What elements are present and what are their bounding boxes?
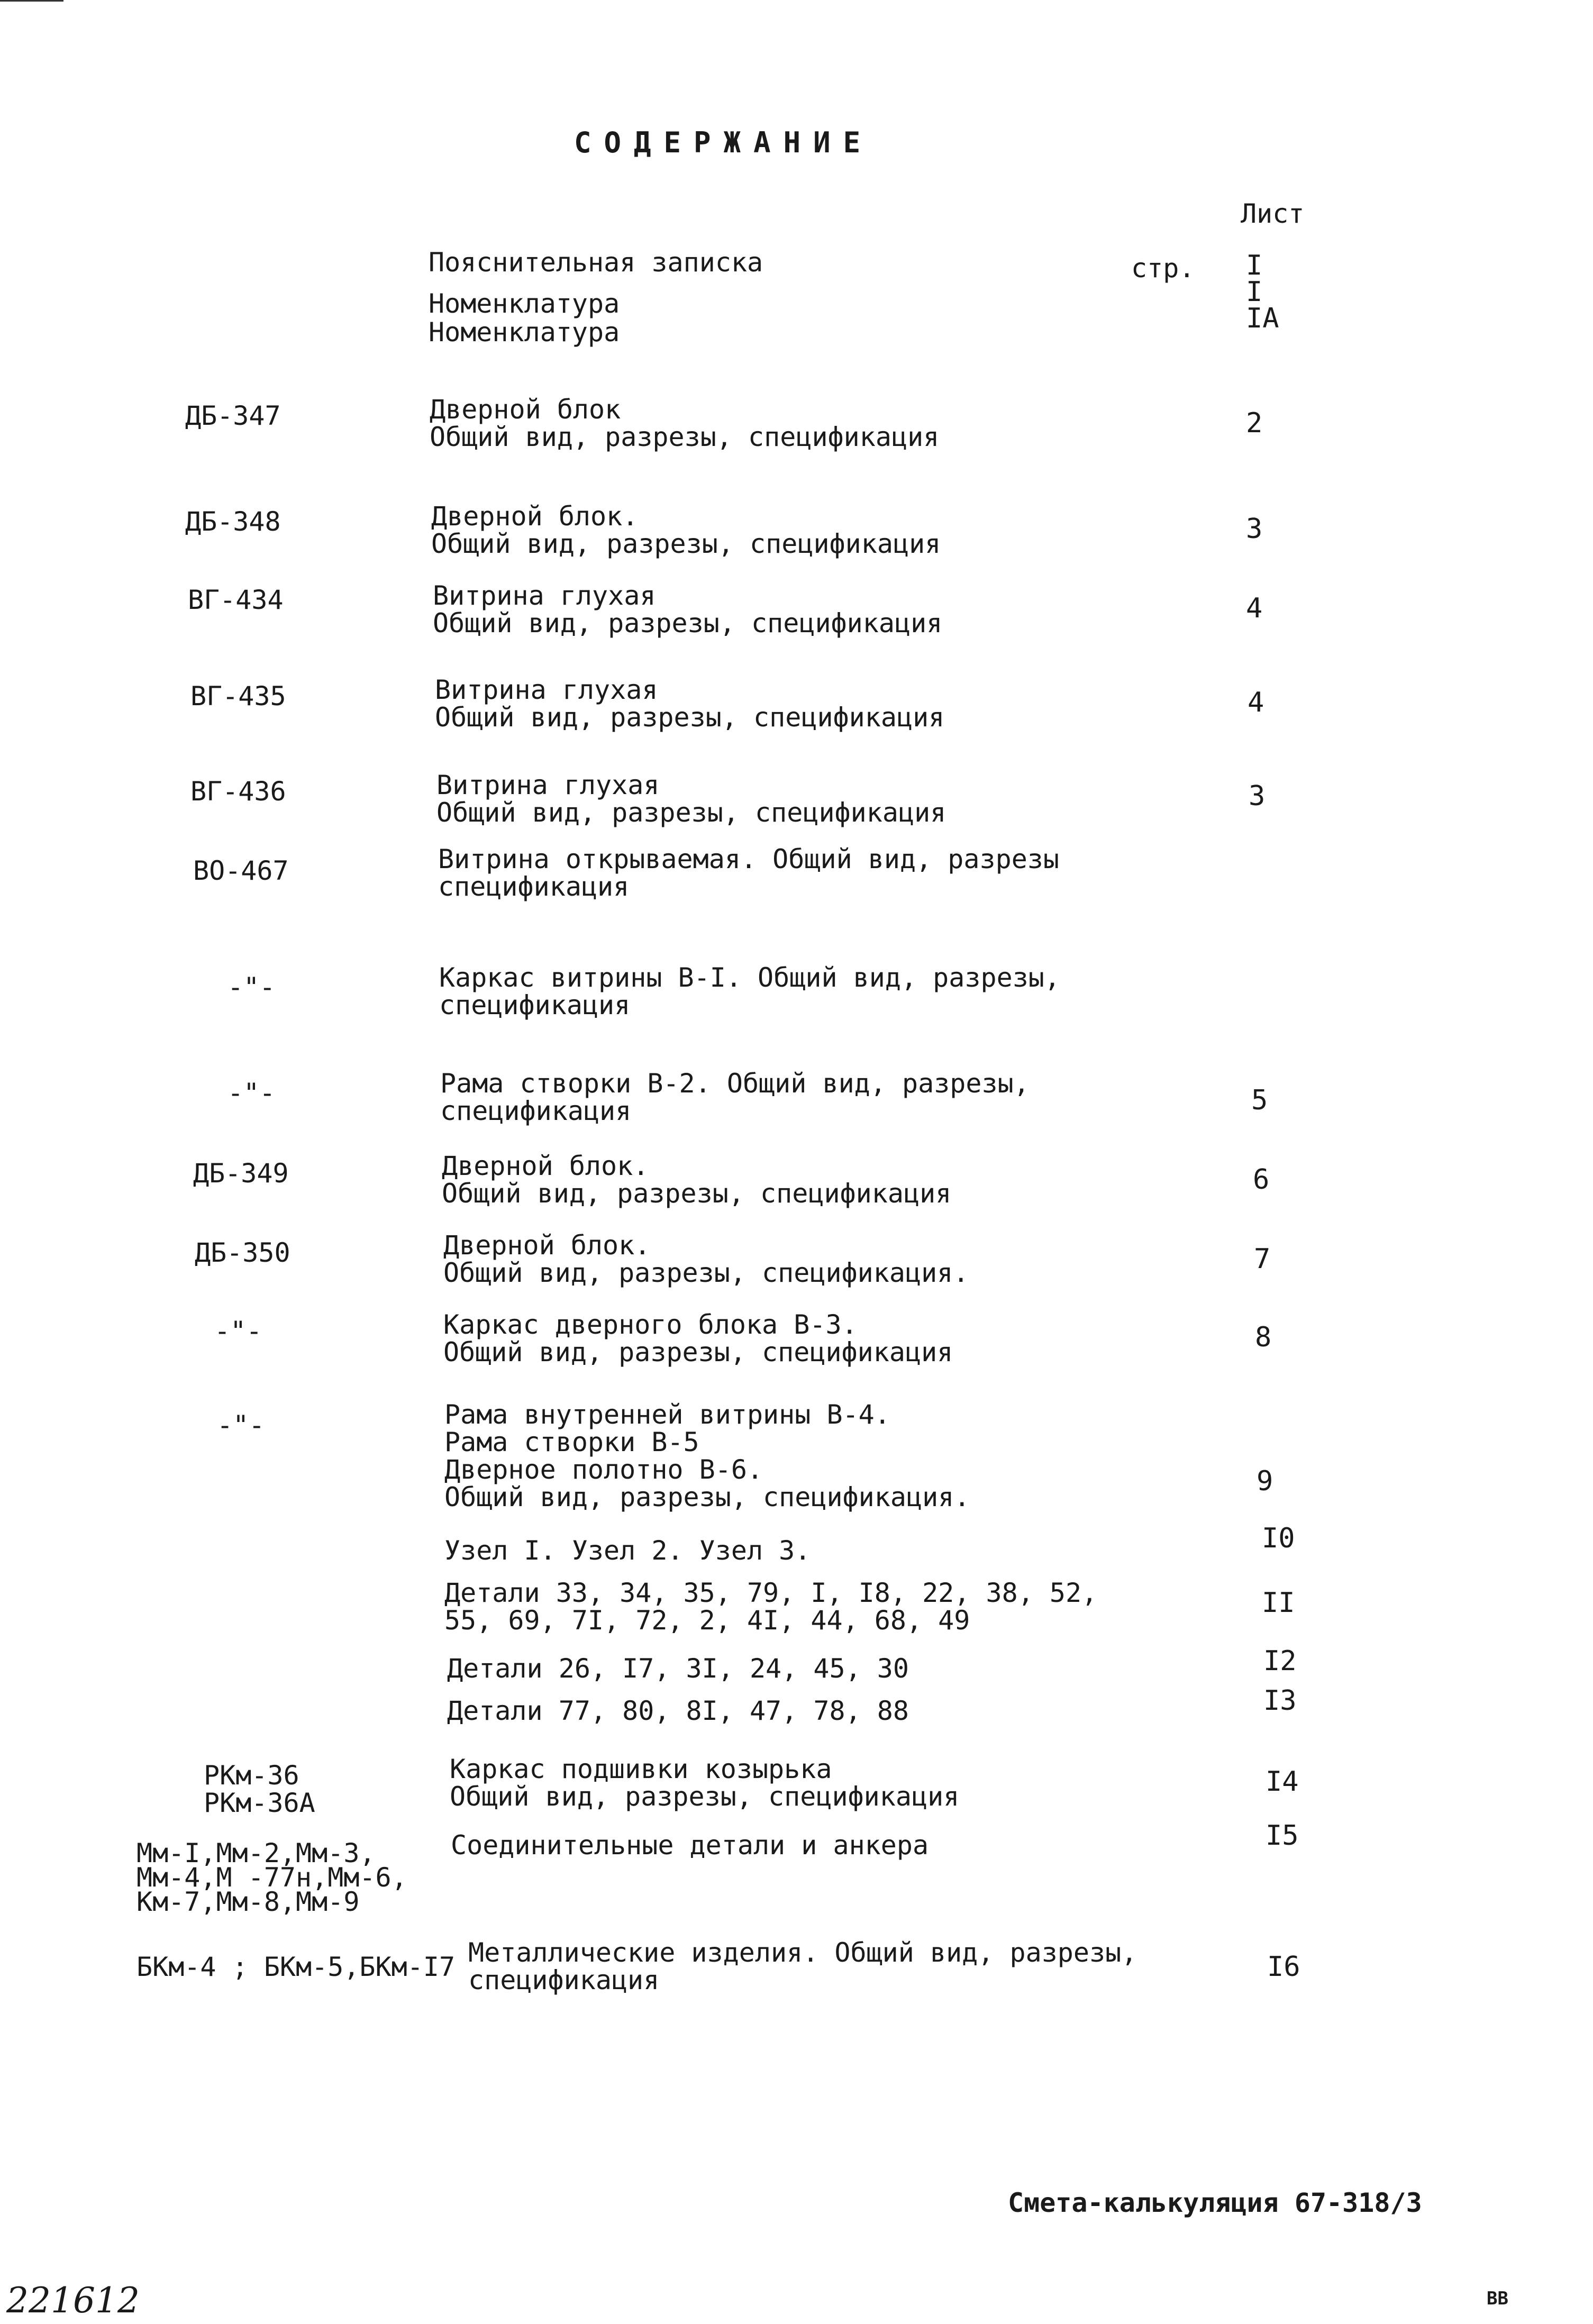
- row-code: ВГ-434: [188, 585, 284, 615]
- row-sheet: 2: [1246, 407, 1263, 439]
- row-sheet: I5: [1266, 1820, 1299, 1852]
- sheet-column-header: Лист: [1241, 198, 1305, 229]
- row-code: ВГ-436: [190, 776, 286, 807]
- row-code: ДБ-347: [185, 400, 281, 431]
- row-code: -"-: [214, 1316, 262, 1346]
- row-sheet: I0: [1262, 1523, 1295, 1554]
- row-description: Металлические изделия. Общий вид, разрезы, спецификация: [468, 1937, 1137, 1995]
- handwritten-number: 221612: [6, 2280, 140, 2321]
- row-description: Витрина глухая Общий вид, разрезы, спецификация: [436, 770, 946, 828]
- row-sheet: 4: [1246, 593, 1263, 624]
- row-sheet: 3: [1249, 780, 1266, 812]
- row-description: Рама створки В-2. Общий вид, разрезы, спецификация: [440, 1068, 1030, 1126]
- row-description: Каркас подшивки козырька Общий вид, разрезы, спецификация: [450, 1754, 960, 1812]
- page-column-header: стр.: [1131, 253, 1195, 284]
- row-code: БКм-4 ; БКм-5,БКм-I7: [136, 1952, 456, 1982]
- row-description: Дверной блок Общий вид, разрезы, спецификация: [430, 394, 940, 452]
- row-sheet: 8: [1255, 1322, 1272, 1353]
- row-description: Каркас дверного блока В-3. Общий вид, разрезы, спецификация: [443, 1309, 953, 1368]
- row-sheet: I2: [1263, 1645, 1297, 1677]
- row-sheet: I4: [1266, 1766, 1299, 1798]
- row-sheet: 6: [1253, 1164, 1270, 1196]
- row-description: Детали 26, I7, 3I, 24, 45, 30: [447, 1653, 909, 1684]
- intro-item-2: Номенклатура: [429, 288, 620, 319]
- row-code: ВГ-435: [190, 681, 286, 712]
- intro-sheet-1: I: [1246, 250, 1263, 281]
- footer-reference: Смета-калькуляция 67-318/3: [1008, 2188, 1422, 2218]
- row-sheet: 3: [1246, 513, 1263, 545]
- row-description: Детали 77, 80, 8I, 47, 78, 88: [447, 1696, 909, 1726]
- intro-item-3: Номенклатура: [429, 317, 620, 348]
- row-code: -"-: [227, 972, 276, 1002]
- row-sheet: 4: [1248, 687, 1264, 718]
- document-title: СОДЕРЖАНИЕ: [574, 126, 873, 159]
- row-description: Рама внутренней витрины В-4. Рама створки В-5 Дверное полотно В-6. Общий вид, разрезы, спецификация.: [444, 1399, 970, 1512]
- row-code: Мм-I,Мм-2,Мм-3, Мм-4,М -77н,Мм-6, Км-7,Мм-8,Мм-9: [136, 1838, 407, 1917]
- row-description: Дверной блок. Общий вид, разрезы, спецификация: [442, 1151, 952, 1209]
- row-description: Витрина глухая Общий вид, разрезы, спецификация: [435, 675, 945, 733]
- row-description: Детали 33, 34, 35, 79, I, I8, 22, 38, 52, 55, 69, 7I, 72, 2, 4I, 44, 68, 49: [444, 1578, 1098, 1636]
- intro-sheet-2: I: [1246, 276, 1263, 308]
- row-description: Дверной блок. Общий вид, разрезы, спецификация.: [443, 1230, 969, 1288]
- intro-sheet-3: IA: [1246, 303, 1279, 334]
- corner-stamp: ВВ: [1487, 2288, 1508, 2309]
- row-sheet: II: [1262, 1587, 1295, 1619]
- row-code: РКм-36 РКм-36А: [204, 1760, 315, 1818]
- top-edge-line: [0, 0, 63, 2]
- row-description: Каркас витрины В-I. Общий вид, разрезы, спецификация: [439, 962, 1060, 1020]
- row-sheet: 7: [1254, 1243, 1271, 1275]
- row-sheet: 9: [1257, 1465, 1273, 1497]
- row-code: ДБ-349: [193, 1158, 289, 1189]
- row-description: Витрина глухая Общий вид, разрезы, спецификация: [433, 580, 943, 639]
- row-description: Витрина открываемая. Общий вид, разрезы спецификация: [438, 844, 1059, 902]
- row-code: ДБ-350: [195, 1237, 290, 1268]
- row-code: -"-: [227, 1078, 276, 1108]
- row-description: Соединительные детали и анкера: [451, 1830, 929, 1861]
- row-code: ДБ-348: [185, 506, 281, 537]
- row-sheet: I6: [1267, 1951, 1300, 1983]
- row-description: Узел I. Узел 2. Узел 3.: [444, 1535, 811, 1566]
- intro-item-1: Пояснительная записка: [429, 247, 763, 278]
- row-description: Дверной блок. Общий вид, разрезы, спецификация: [431, 501, 941, 559]
- row-sheet: 5: [1251, 1084, 1268, 1116]
- row-code: ВО-467: [193, 855, 289, 886]
- row-sheet: I3: [1263, 1685, 1297, 1717]
- row-code: -"-: [217, 1410, 265, 1441]
